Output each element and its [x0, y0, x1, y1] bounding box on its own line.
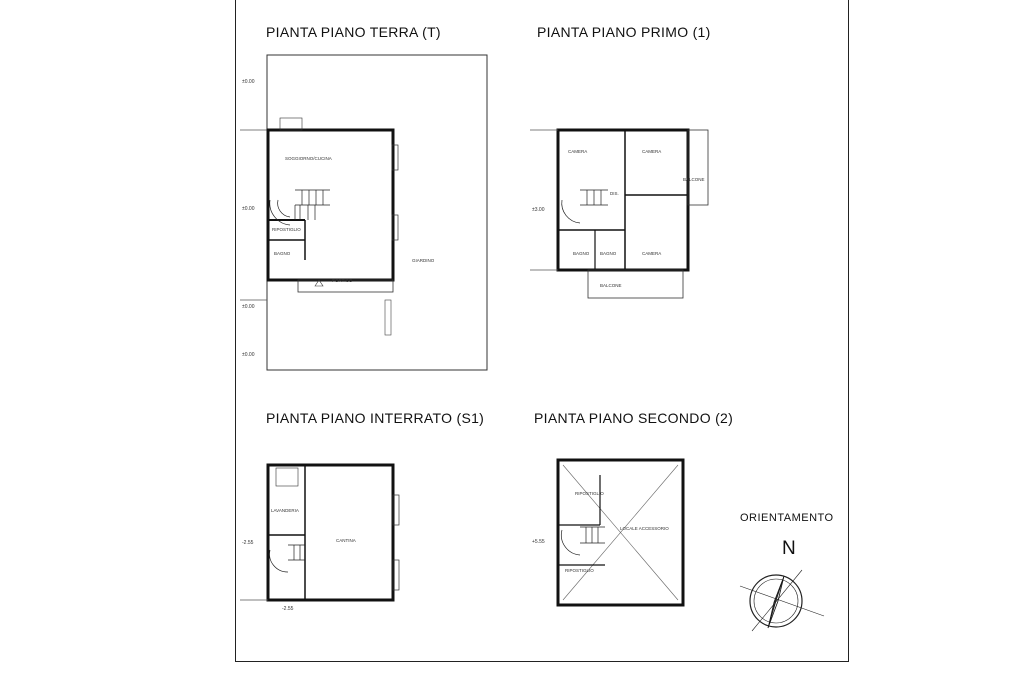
room-living-label: SOGGIORNO/CUCINA — [285, 156, 332, 161]
level-mark-4: ±0.00 — [242, 352, 255, 358]
balcony-right-label: BALCONE — [683, 177, 705, 182]
compass-icon — [738, 566, 828, 641]
ground-floor-plan — [240, 50, 490, 375]
room-storage2-label: RIPOSTIGLIO — [565, 568, 594, 573]
level-mark-2: ±0.00 — [242, 206, 255, 212]
room-closet-label: RIPOSTIGLIO — [272, 227, 301, 232]
room-cellar-label: CANTINA — [336, 538, 356, 543]
level-mark-1: ±0.00 — [242, 79, 255, 85]
second-floor-plan — [530, 455, 695, 615]
room-bed3-label: CAMERA — [642, 251, 662, 256]
room-pantry-label: LAVANDERIA — [271, 508, 299, 513]
level-mark-basement-2: -2.55 — [282, 606, 294, 612]
level-mark-second: +5.55 — [532, 539, 545, 545]
garden-label: GIARDINO — [412, 258, 435, 263]
first-floor-plan — [530, 115, 715, 305]
porch-label: PORTICO — [332, 278, 353, 283]
room-bath1-label: BAGNO — [573, 251, 590, 256]
basement-floor-title: PIANTA PIANO INTERRATO (S1) — [266, 410, 485, 426]
level-mark-first: ±3.00 — [532, 207, 545, 213]
ground-floor-title: PIANTA PIANO TERRA (T) — [266, 24, 441, 40]
second-floor-title: PIANTA PIANO SECONDO (2) — [534, 410, 734, 426]
room-bath2-label: BAGNO — [600, 251, 617, 256]
room-bed2-label: CAMERA — [642, 149, 662, 154]
orientation-title: ORIENTAMENTO — [740, 512, 834, 524]
north-label: N — [782, 538, 796, 559]
first-floor-title: PIANTA PIANO PRIMO (1) — [537, 24, 711, 40]
level-mark-basement-1: -2.55 — [242, 540, 254, 546]
room-storage1-label: RIPOSTIGLIO — [575, 491, 604, 496]
room-attic-label: LOCALE ACCESSORIO — [620, 526, 669, 531]
hall-label: DIS. — [610, 191, 619, 196]
room-bed1-label: CAMERA — [568, 149, 588, 154]
level-mark-3: ±0.00 — [242, 304, 255, 310]
room-bath-label: BAGNO — [274, 251, 291, 256]
balcony-bottom-label: BALCONE — [600, 283, 622, 288]
basement-floor-plan — [240, 460, 415, 620]
